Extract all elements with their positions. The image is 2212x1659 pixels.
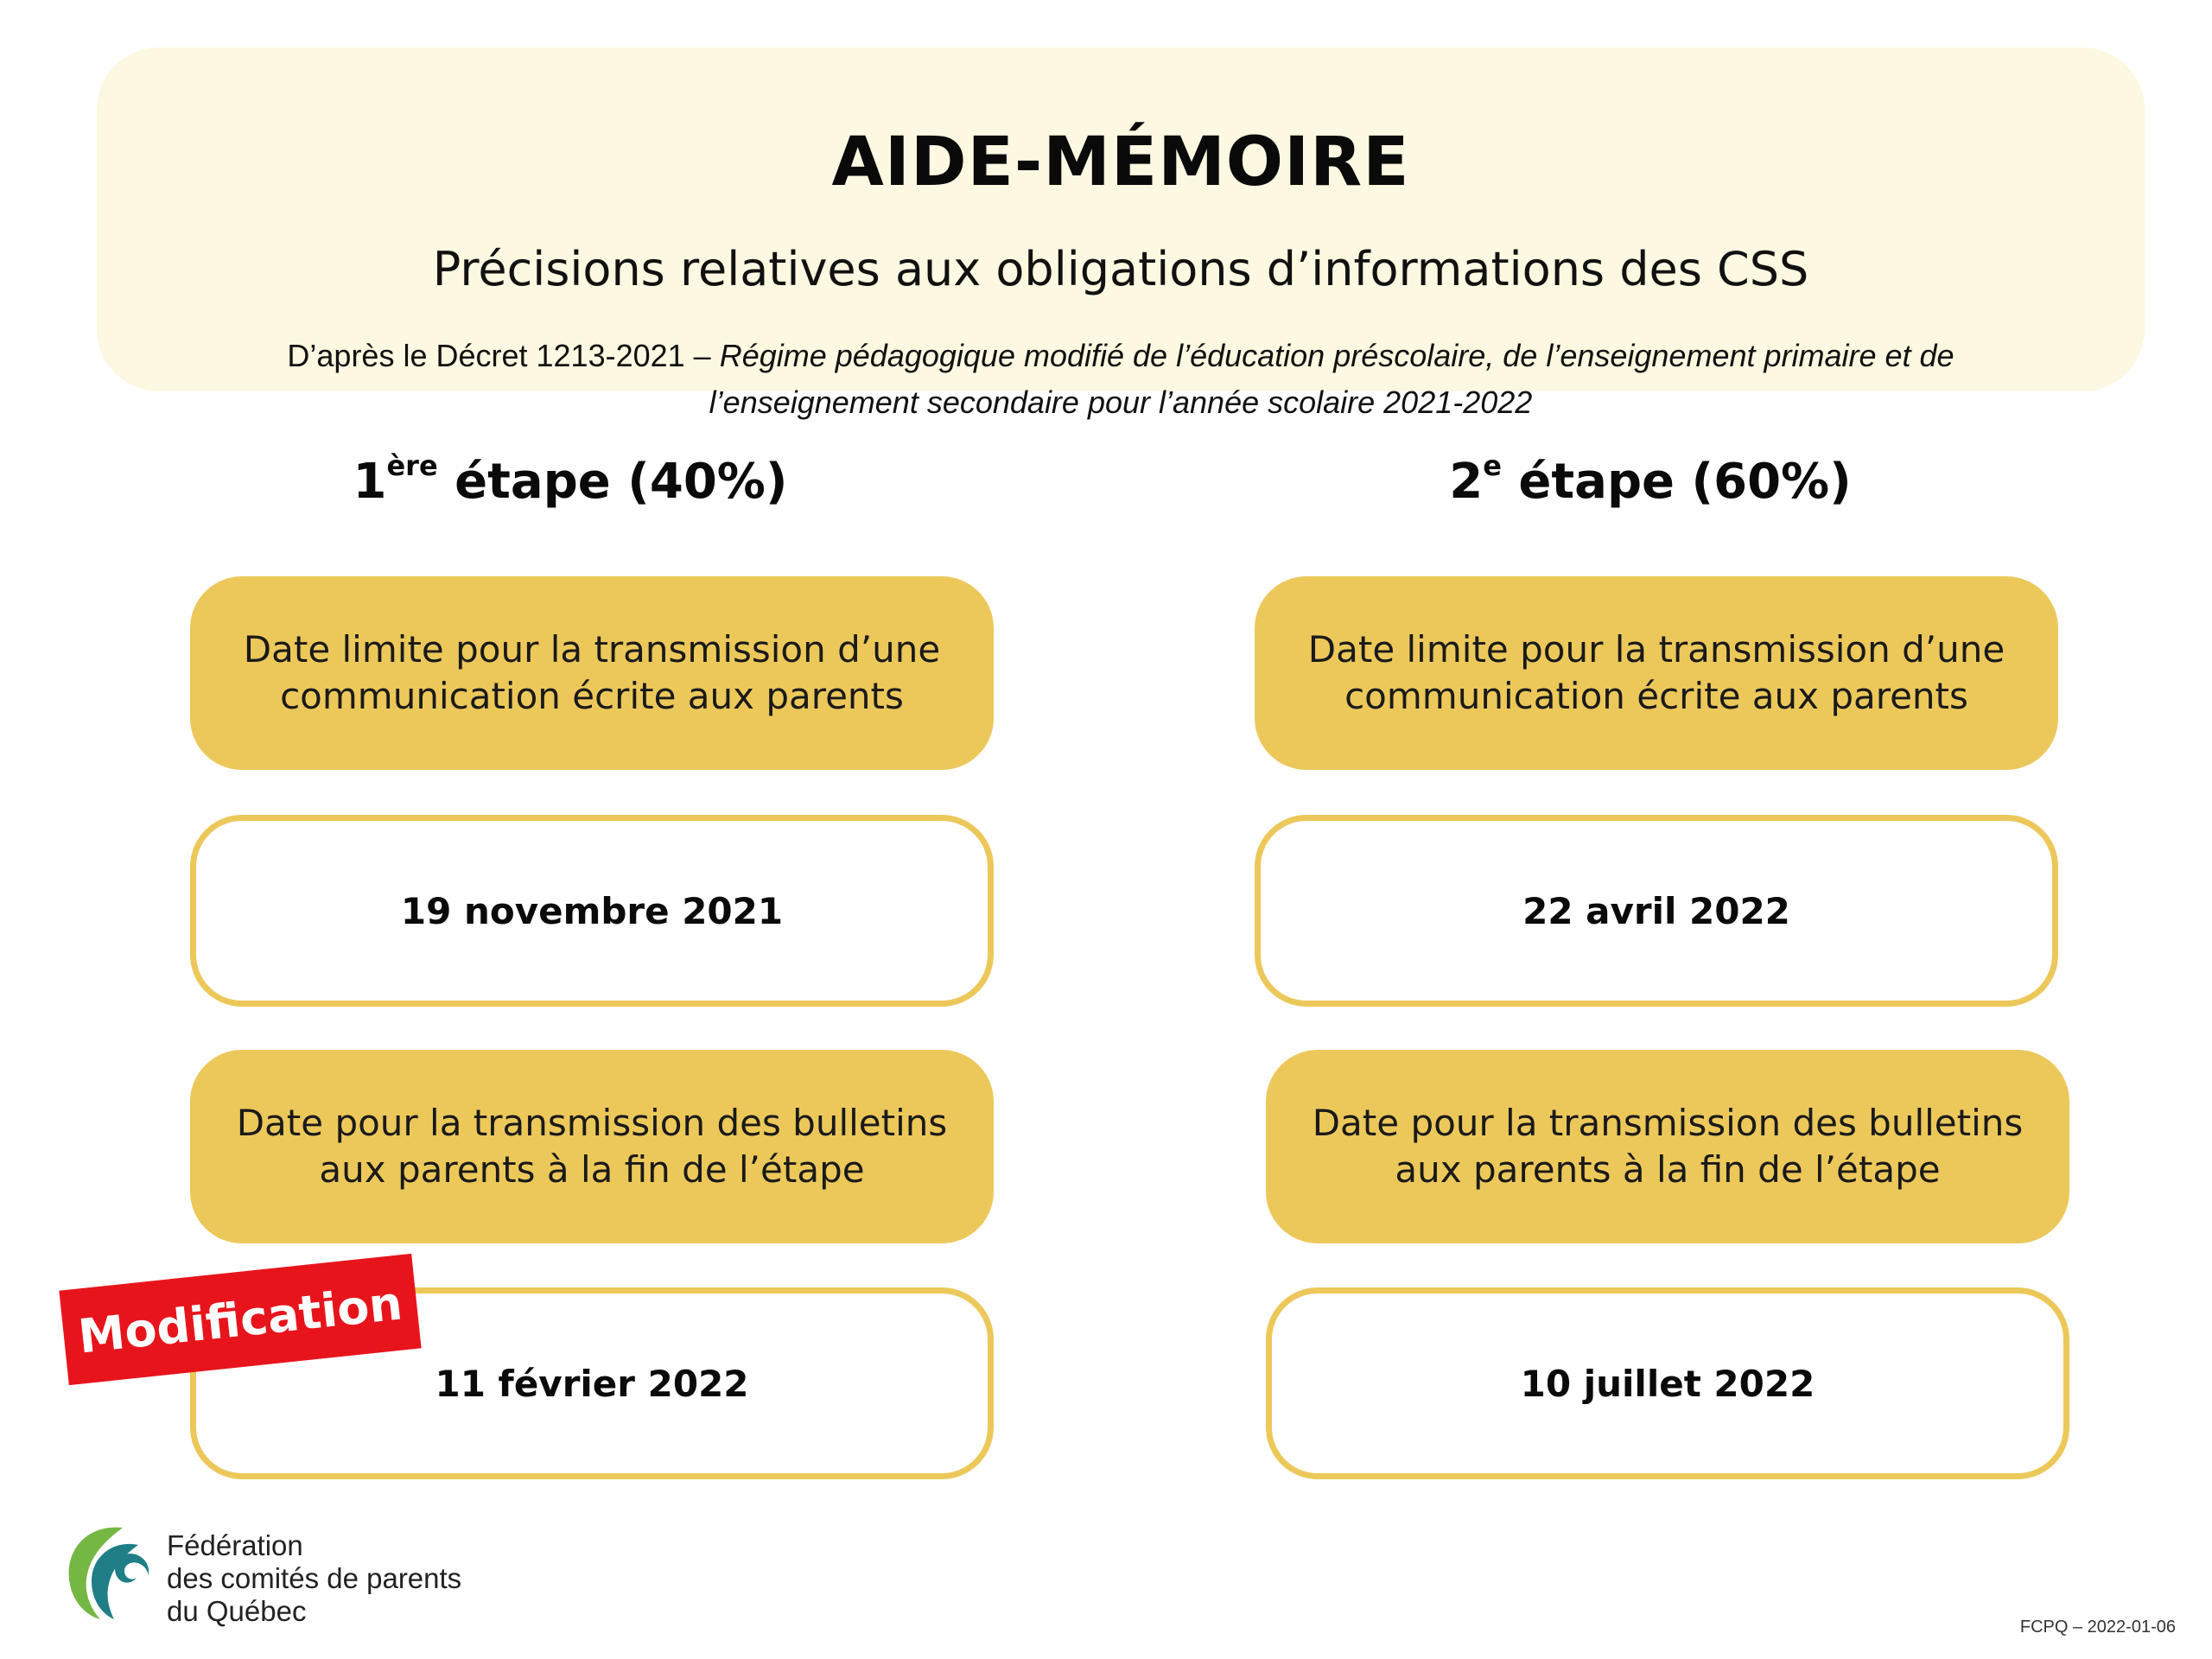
decree-title: Régime pédagogique modifié de l’éducation préscolaire, de l’enseignement primaire et de l’enseignement secondaire pour l’année scolaire 2021-2022	[709, 338, 1955, 420]
stage-2-number: 2	[1449, 454, 1484, 510]
stage-2-communication-date: 22 avril 2022	[1522, 889, 1790, 932]
modification-stamp-text: Modification	[75, 1275, 405, 1363]
organization-name-line-1: Fédération	[167, 1529, 303, 1561]
decree-reference	[287, 333, 1955, 426]
stage-2-heading	[1253, 449, 2048, 510]
stage-1-report-label: Date pour la transmission des bulletins aux parents à la fin de l’étape	[236, 1102, 948, 1191]
stage-2-superscript: e	[1483, 449, 1502, 482]
fcpq-swirl-logo-icon	[62, 1519, 159, 1623]
stage-1-label: étape (40%)	[437, 454, 788, 510]
organization-name-line-2: des comités de parents	[167, 1562, 462, 1594]
stage-1-number: 1	[353, 454, 387, 510]
stage-2-report-label: Date pour la transmission des bulletins aux parents à la fin de l’étape	[1312, 1102, 2024, 1191]
stage-2-label: étape (60%)	[1501, 454, 1852, 510]
stage-2-report-date: 10 juillet 2022	[1520, 1362, 1815, 1405]
header-card	[97, 48, 2145, 420]
stage-2-communication-date-box	[1255, 815, 2058, 1007]
stage-2-communication-box	[1255, 576, 2058, 770]
stage-1-report-box	[190, 1050, 994, 1243]
stage-1-communication-label: Date limite pour la transmission d’une communication écrite aux parents	[243, 628, 941, 717]
document-reference: FCPQ – 2022-01-06	[2019, 1618, 2176, 1637]
organization-name	[167, 1529, 461, 1628]
stage-1-report-date: 11 février 2022	[435, 1362, 749, 1405]
stage-1-communication-date-box	[190, 815, 994, 1007]
stage-1-heading	[173, 449, 968, 510]
stage-2-communication-label: Date limite pour la transmission d’une communication écrite aux parents	[1307, 628, 2005, 717]
stage-1-communication-box	[190, 576, 994, 770]
stage-2-report-date-box	[1266, 1287, 2069, 1479]
stage-1-communication-date: 19 novembre 2021	[400, 889, 784, 932]
stage-2-report-box	[1266, 1050, 2069, 1243]
decree-prefix: D’après le Décret 1213-2021 –	[287, 338, 720, 373]
organization-name-line-3: du Québec	[167, 1595, 307, 1627]
page-title: AIDE-MÉMOIRE	[831, 124, 1410, 201]
page-subtitle: Précisions relatives aux obligations d’informations des CSS	[432, 242, 1809, 296]
stage-1-superscript: ère	[386, 449, 438, 482]
